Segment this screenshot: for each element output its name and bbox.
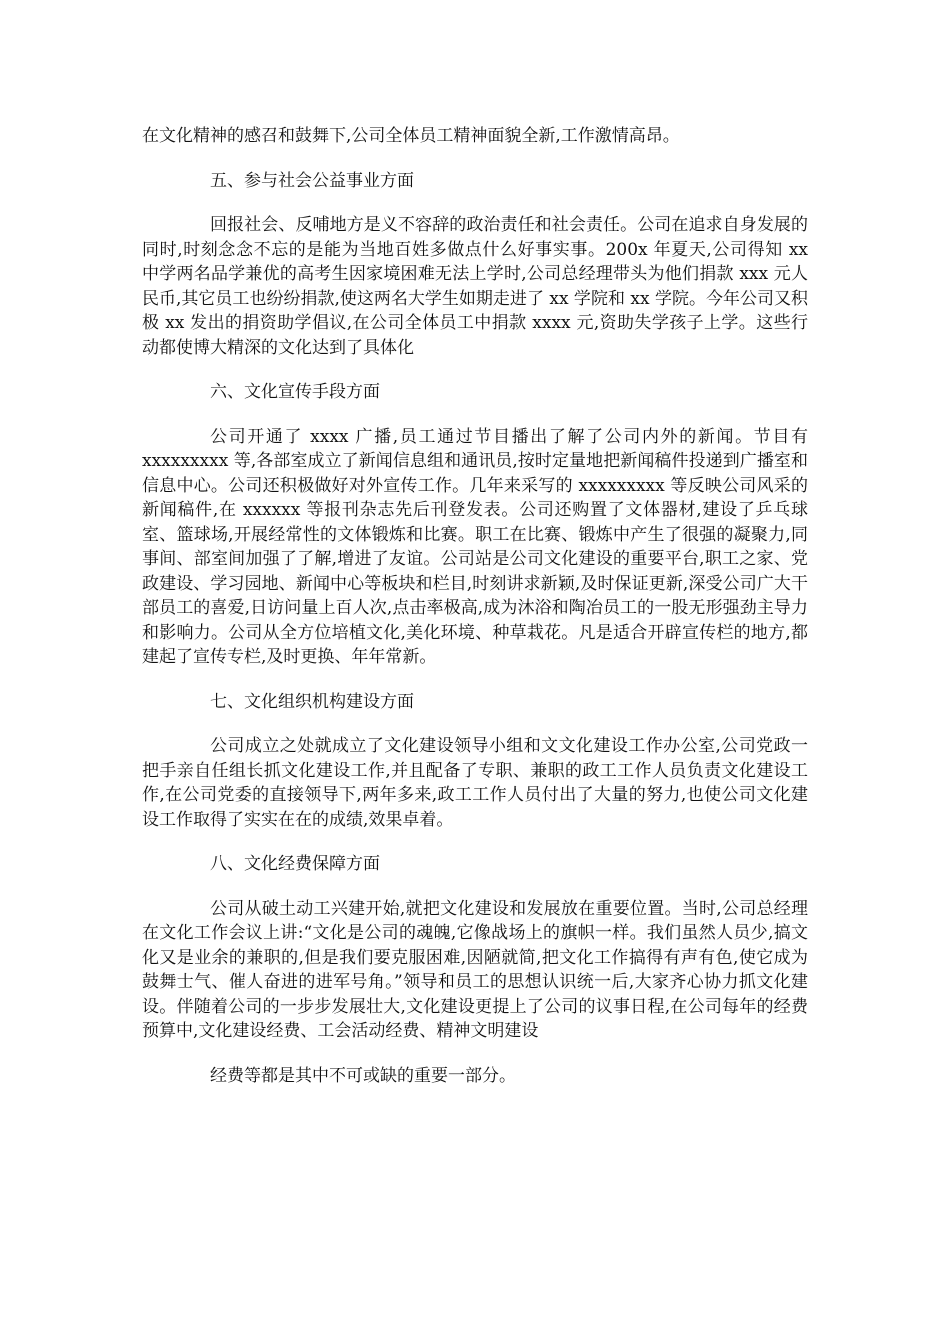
paragraph-section-7: 公司成立之处就成立了文化建设领导小组和文文化建设工作办公室,公司党政一把手亲自任组长抓文化建设工作,并且配备了专职、兼职的政工工作人员负责文化建设工作,在公司党委的直接领导下,两年多来,政工工作人员付出了大量的努力,也使公司文化建设工作取得了实实在在的成绩,效果卓着。 (142, 736, 808, 830)
paragraph-section-5: 回报社会、反哺地方是义不容辞的政治责任和社会责任。公司在追求自身发展的同时,时刻念念不忘的是能为当地百姓多做点什么好事实事。200x 年夏天,公司得知 xx 中学两名品学兼优的高考生因家境困难无法上学时,公司总经理带头为他们捐款 xxx 元人民币,其它员工也纷纷捐款,使这两名大学生如期走进了 xx 学院和 xx 学院。今年公司又积极 xx 发出的捐资助学倡议,在公司全体员工中捐款 xxxx 元,资助失学孩子上学。这些行动都使博大精深的文化达到了具体化 (142, 215, 808, 358)
paragraph-section-8: 公司从破土动工兴建开始,就把文化建设和发展放在重要位置。当时,公司总经理在文化工作会议上讲:“文化是公司的魂魄,它像战场上的旗帜一样。我们虽然人员少,搞文化又是业余的兼职的,但是我们要克服困难,因陋就简,把文化工作搞得有声有色,使它成为鼓舞士气、催人奋进的进军号角。”领导和员工的思想认识统一后,大家齐心协力抓文化建设。伴随着公司的一步步发展壮大,文化建设更提上了公司的议事日程,在公司每年的经费预算中,文化建设经费、工会活动经费、精神文明建设 (142, 898, 808, 1041)
section-heading-6: 六、文化宣传手段方面 (210, 382, 380, 402)
section-heading-7: 七、文化组织机构建设方面 (210, 691, 414, 712)
section-heading-8: 八、文化经费保障方面 (210, 854, 380, 874)
paragraph-section-6: 公司开通了 xxxx 广播,员工通过节目播出了解了公司内外的新闻。节目有 xxxxxxxxx 等,各部室成立了新闻信息组和通讯员,按时定量地把新闻稿件投递到广播室和信息中心。公司还积极做好对外宣传工作。几年来采写的 xxxxxxxxx 等反映公司风采的新闻稿件,在 xxxxxx 等报刊杂志先后刊登发表。公司还购置了文体器材,建设了乒乓球室、篮球场,开展经常性的文体锻炼和比赛。职工在比赛、锻炼中产生了很强的凝聚力,同事间、部室间加强了了解,增进了友谊。公司站是公司文化建设的重要平台,职工之家、党政建设、学习园地、新闻中心等板块和栏目,时刻讲求新颖,及时保证更新,深受公司广大干部员工的喜爱,日访问量上百人次,点击率极高,成为沐浴和陶冶员工的一股无形强劲主导力和影响力。公司从全方位培植文化,美化环境、种草栽花。凡是适合开辟宣传栏的地方,都建起了宣传专栏,及时更换、年年常新。 (142, 426, 808, 667)
document-body (142, 124, 808, 1108)
section-heading-5: 五、参与社会公益事业方面 (210, 170, 414, 191)
paragraph-closing: 经费等都是其中不可或缺的重要一部分。 (210, 1065, 516, 1086)
paragraph-intro: 在文化精神的感召和鼓舞下,公司全体员工精神面貌全新,工作激情高昂。 (142, 126, 680, 146)
